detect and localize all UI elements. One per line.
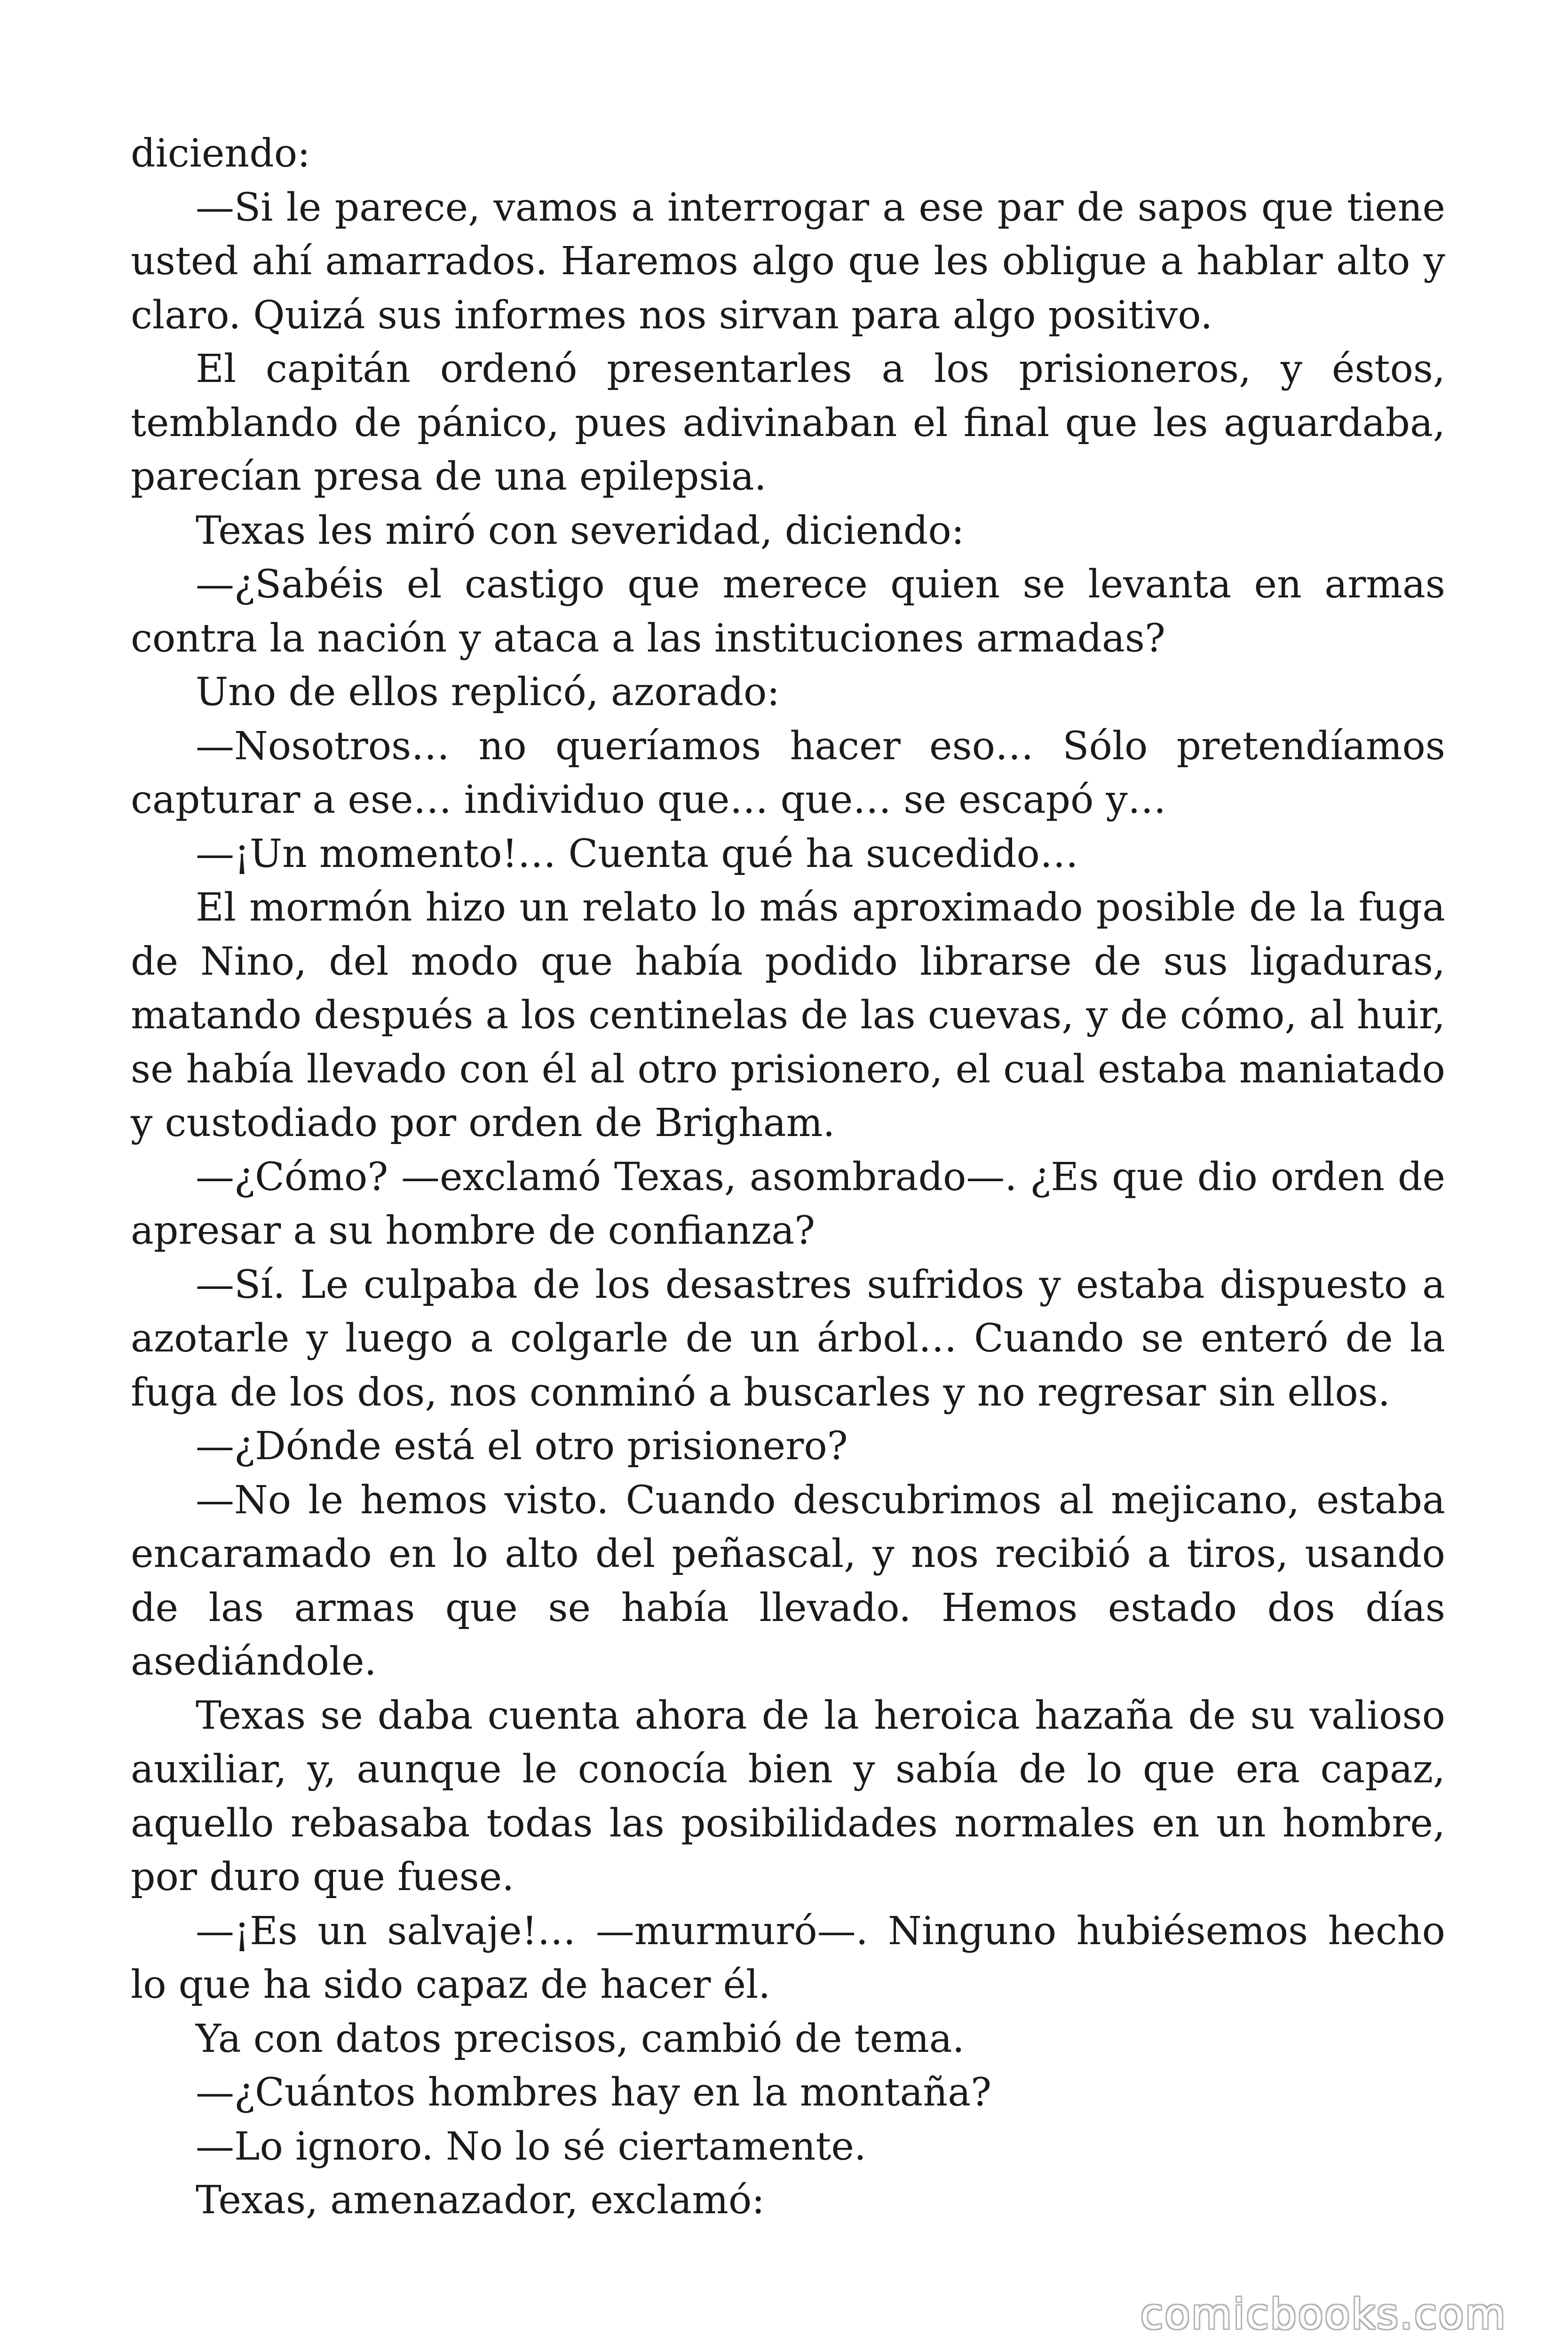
paragraph: —Sí. Le culpaba de los desastres sufridos y estaba dispuesto a azotarle y luego a colgarle de un árbol… Cuando se enteró de la fuga de los dos, nos conminó a buscarles y no regresar sin ellos. — [131, 1262, 1445, 1415]
watermark: comicbooks.com — [1140, 2290, 1507, 2338]
paragraph: —Si le parece, vamos a interrogar a ese par de sapos que tiene usted ahí amarrados. Haremos algo que les obligue a hablar alto y claro. Quizá sus informes nos sirvan para algo positivo. — [131, 185, 1445, 338]
paragraph: —¡Es un salvaje!… —murmuró—. Ninguno hubiésemos hecho lo que ha sido capaz de hacer él. — [131, 1908, 1445, 2007]
paragraph: diciendo: — [131, 131, 310, 176]
paragraph: Texas, amenazador, exclamó: — [196, 2178, 765, 2223]
paragraph: —No le hemos visto. Cuando descubrimos al mejicano, estaba encaramado en lo alto del peñascal, y nos recibió a tiros, usando de las armas que se había llevado. Hemos estado dos días asediándole. — [131, 1478, 1445, 1684]
paragraph: El capitán ordenó presentarles a los prisioneros, y éstos, temblando de pánico, pues adivinaban el final que les aguardaba, parecían presa de una epilepsia. — [131, 347, 1445, 499]
paragraph: Texas se daba cuenta ahora de la heroica hazaña de su valioso auxiliar, y, aunque le conocía bien y sabía de lo que era capaz, aquello rebasaba todas las posibilidades normales en un hombre, por duro que fuese. — [131, 1693, 1445, 1899]
paragraph: —¿Sabéis el castigo que merece quien se levanta en armas contra la nación y ataca a las instituciones armadas? — [131, 562, 1445, 661]
paragraph: —¿Dónde está el otro prisionero? — [196, 1424, 848, 1469]
paragraph: —Nosotros… no queríamos hacer eso… Sólo pretendíamos capturar a ese… individuo que… que… se escapó y… — [131, 723, 1445, 822]
paragraph: —¡Un momento!… Cuenta qué ha sucedido… — [196, 831, 1078, 876]
paragraph: Uno de ellos replicó, azorado: — [196, 670, 780, 715]
page-text — [131, 127, 1445, 2228]
paragraph: —Lo ignoro. No lo sé ciertamente. — [196, 2124, 866, 2169]
paragraph: El mormón hizo un relato lo más aproximado posible de la fuga de Nino, del modo que había podido librarse de sus ligaduras, matando después a los centinelas de las cuevas, y de cómo, al huir, se había llevado con él al otro prisionero, el cual estaba maniatado y custodiado por orden de Brigham. — [131, 885, 1445, 1145]
paragraph: Ya con datos precisos, cambió de tema. — [196, 2016, 965, 2061]
paragraph: —¿Cuántos hombres hay en la montaña? — [196, 2070, 992, 2115]
paragraph: —¿Cómo? —exclamó Texas, asombrado—. ¿Es que dio orden de apresar a su hombre de confianza? — [131, 1154, 1445, 1253]
paragraph: Texas les miró con severidad, diciendo: — [196, 508, 965, 553]
